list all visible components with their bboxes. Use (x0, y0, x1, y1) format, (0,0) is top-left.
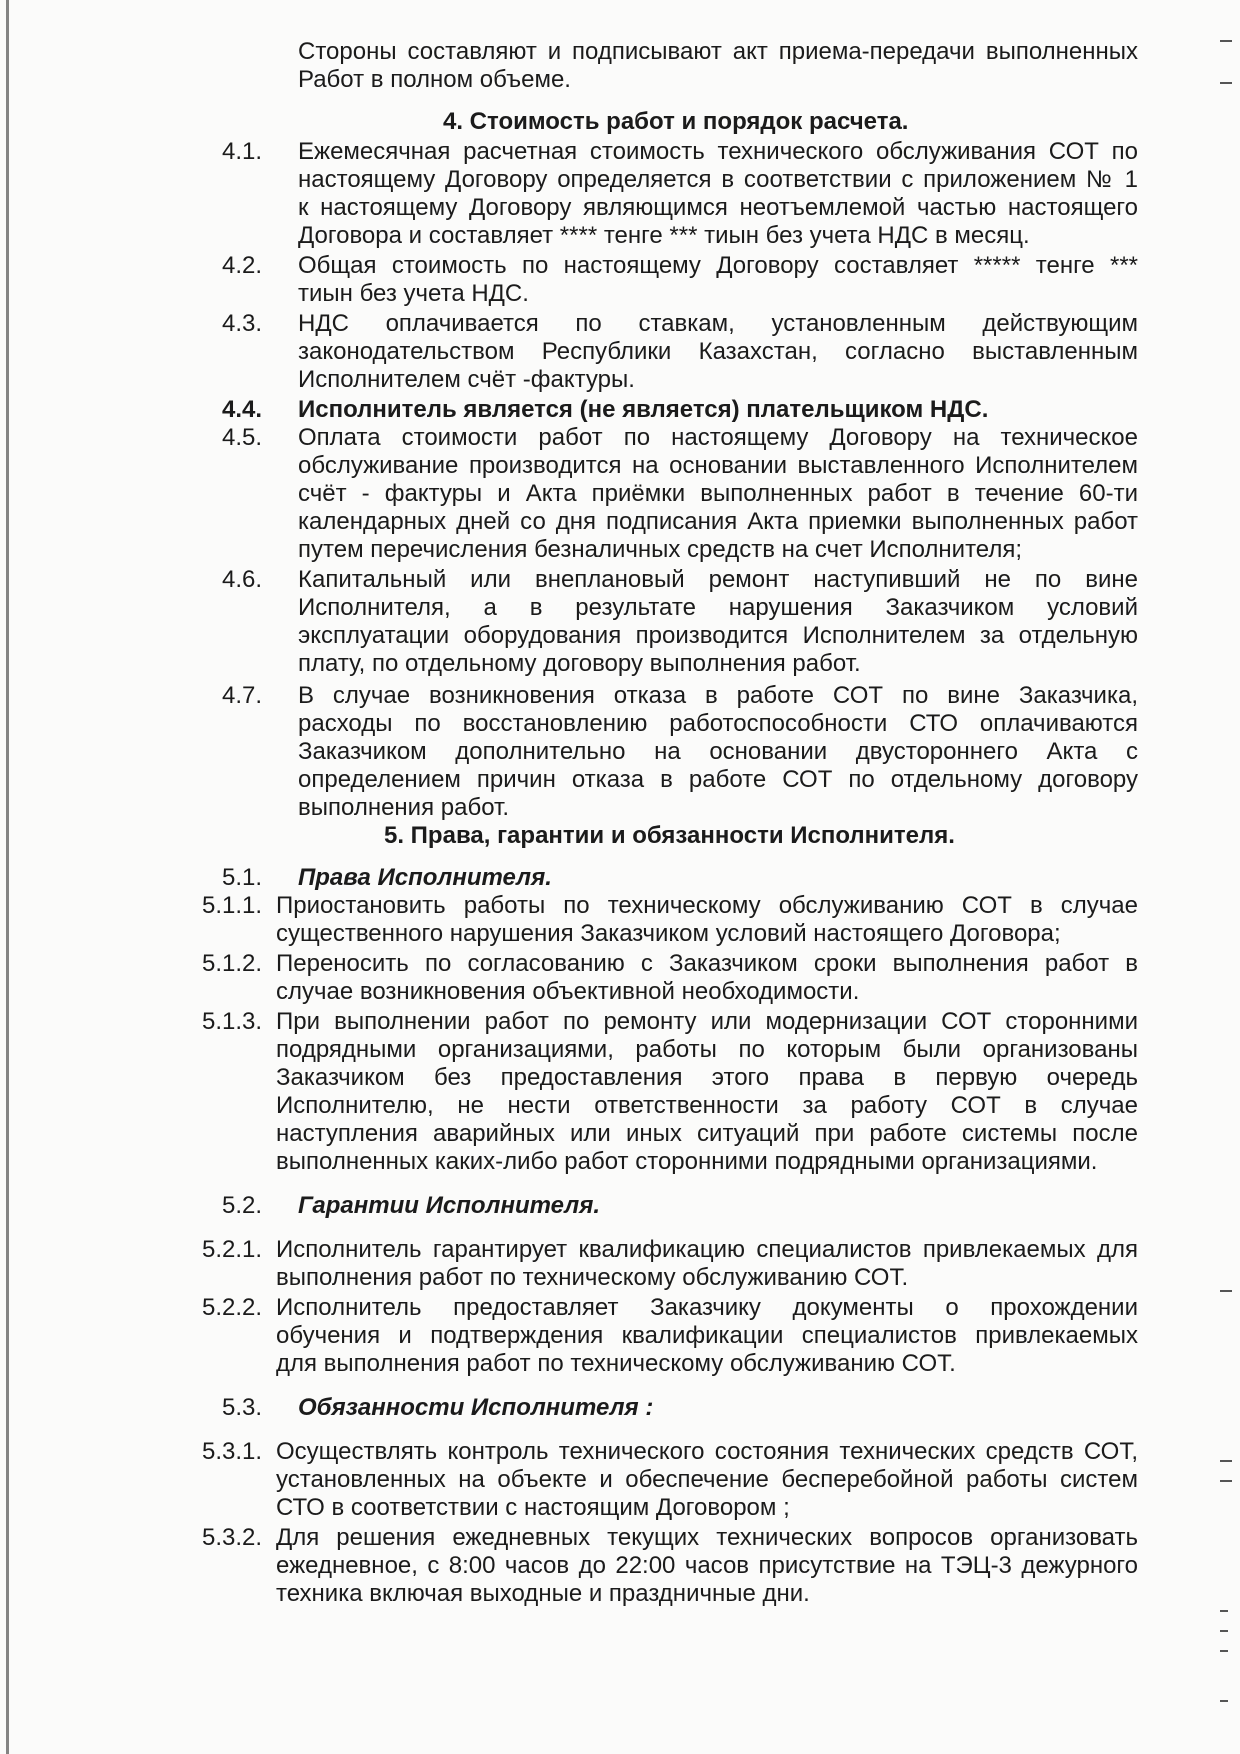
item-4-6-line: Капитальный или внеплановый ремонт наступивший не по вине (298, 566, 1138, 593)
item-5-1-3-line: наступления аварийных или иных ситуаций при работе системы после (276, 1120, 1138, 1147)
subsection-title-5-3: Обязанности Исполнителя : (298, 1394, 654, 1421)
item-4-1-line: Договора и составляет **** тенге *** тиын без учета НДС в месяц. (298, 222, 1030, 249)
item-5-1-1-line: Приостановить работы по техническому обслуживанию СОТ в случае (276, 892, 1138, 919)
item-5-2-1-line: Исполнитель гарантирует квалификацию специалистов привлекаемых для (276, 1236, 1138, 1263)
item-number-4-6: 4.6. (222, 566, 263, 593)
intro-line-2: Работ в полном объеме. (298, 66, 571, 93)
item-number-5-2-1: 5.2.1. (202, 1236, 263, 1263)
item-4-7-line: выполнения работ. (298, 794, 510, 821)
item-5-3-2-line: ежедневное, с 8:00 часов до 22:00 часов присутствие на ТЭЦ-3 дежурного (276, 1552, 1138, 1579)
scan-mark (1220, 1290, 1232, 1292)
scan-mark (1220, 1480, 1232, 1482)
item-4-7-line: В случае возникновения отказа в работе СОТ по вине Заказчика, (298, 682, 1138, 709)
item-4-5-line: путем перечисления безналичных средств на счет Исполнителя; (298, 536, 1023, 563)
item-4-6-line: плату, по отдельному договору выполнения работ. (298, 650, 861, 677)
item-4-1-line: Ежемесячная расчетная стоимость технического обслуживания СОТ по (298, 138, 1138, 165)
subsection-title-5-2: Гарантии Исполнителя. (298, 1192, 601, 1219)
item-number-4-3: 4.3. (222, 310, 263, 337)
item-5-1-3-line: Исполнителю, не нести ответственности за работу СОТ в случае (276, 1092, 1138, 1119)
item-4-5-line: обслуживание производится на основании выставленного Исполнителем (298, 452, 1138, 479)
item-5-2-1-line: выполнения работ по техническому обслуживанию СОТ. (276, 1264, 909, 1291)
item-number-5-3-2: 5.3.2. (202, 1524, 263, 1551)
item-5-3-1-line: Осуществлять контроль технического состояния технических средств СОТ, (276, 1438, 1138, 1465)
item-5-2-2-line: Исполнитель предоставляет Заказчику документы о прохождении (276, 1294, 1138, 1321)
item-number-5-3-1: 5.3.1. (202, 1438, 263, 1465)
scan-mark (1220, 82, 1232, 84)
item-4-3-line: Исполнителем счёт -фактуры. (298, 366, 635, 393)
item-number-5-1-2: 5.1.2. (202, 950, 263, 977)
scan-mark (1220, 40, 1232, 42)
item-5-1-2-line: Переносить по согласованию с Заказчиком сроки выполнения работ в (276, 950, 1138, 977)
section-4-heading: 4. Стоимость работ и порядок расчета. (443, 108, 909, 135)
item-4-3-line: НДС оплачивается по ставкам, установленным действующим (298, 310, 1138, 337)
item-5-3-1-line: установленных на объекте и обеспечение бесперебойной работы систем (276, 1466, 1138, 1493)
item-5-1-3-line: подрядными организациями, работы по которым были организованы (276, 1036, 1138, 1063)
item-number-4-1: 4.1. (222, 138, 263, 165)
item-5-2-2-line: для выполнения работ по техническому обслуживанию СОТ. (276, 1350, 956, 1377)
item-number-4-4: 4.4. (222, 396, 263, 423)
item-5-1-3-line: выполненных каких-либо работ сторонними подрядными организациями. (276, 1148, 1098, 1175)
item-number-5-2-2: 5.2.2. (202, 1294, 263, 1321)
item-number-5-1-1: 5.1.1. (202, 892, 263, 919)
item-number-5-2: 5.2. (222, 1192, 263, 1219)
item-4-7-line: расходы по восстановлению работоспособности СТО оплачиваются (298, 710, 1138, 737)
scan-mark (1220, 1610, 1228, 1612)
item-4-3-line: законодательством Республики Казахстан, согласно выставленным (298, 338, 1138, 365)
intro-line-1: Стороны составляют и подписывают акт приема-передачи выполненных (298, 38, 1138, 65)
page-left-edge (6, 0, 9, 1754)
item-4-1-line: настоящему Договору определяется в соответствии с приложением № 1 (298, 166, 1138, 193)
scan-mark (1220, 1650, 1228, 1652)
scan-mark (1220, 1630, 1228, 1632)
item-5-1-3-line: При выполнении работ по ремонту или модернизации СОТ сторонними (276, 1008, 1138, 1035)
item-5-3-2-line: техника включая выходные и праздничные дни. (276, 1580, 810, 1607)
item-5-1-1-line: существенного нарушения Заказчиком условий настоящего Договора; (276, 920, 1061, 947)
item-number-5-1-3: 5.1.3. (202, 1008, 263, 1035)
section-5-heading: 5. Права, гарантии и обязанности Исполнителя. (384, 822, 955, 849)
item-5-3-2-line: Для решения ежедневных текущих технических вопросов организовать (276, 1524, 1138, 1551)
item-4-4-line: Исполнитель является (не является) плательщиком НДС. (298, 396, 989, 423)
item-4-6-line: эксплуатации оборудования производится Исполнителем за отдельную (298, 622, 1138, 649)
item-5-2-2-line: обучения и подтверждения квалификации специалистов привлекаемых (276, 1322, 1138, 1349)
scan-mark (1220, 1460, 1232, 1462)
item-4-7-line: определением причин отказа в работе СОТ по отдельному договору (298, 766, 1138, 793)
item-4-2-line: Общая стоимость по настоящему Договору составляет ***** тенге *** (298, 252, 1138, 279)
item-number-4-7: 4.7. (222, 682, 263, 709)
item-4-7-line: Заказчиком дополнительно на основании двустороннего Акта с (298, 738, 1138, 765)
item-number-4-2: 4.2. (222, 252, 263, 279)
item-5-1-2-line: случае возникновения объективной необходимости. (276, 978, 860, 1005)
item-number-5-1: 5.1. (222, 864, 263, 891)
item-5-3-1-line: СТО в соответствии с настоящим Договором ; (276, 1494, 790, 1521)
scan-mark (1220, 1700, 1228, 1702)
item-4-5-line: счёт - фактуры и Акта приёмки выполненных работ в течение 60-ти (298, 480, 1138, 507)
item-4-5-line: календарных дней со дня подписания Акта приемки выполненных работ (298, 508, 1138, 535)
item-4-6-line: Исполнителя, а в результате нарушения Заказчиком условий (298, 594, 1138, 621)
item-4-2-line: тиын без учета НДС. (298, 280, 529, 307)
item-number-4-5: 4.5. (222, 424, 263, 451)
item-4-5-line: Оплата стоимости работ по настоящему Договору на техническое (298, 424, 1138, 451)
item-number-5-3: 5.3. (222, 1394, 263, 1421)
item-5-1-3-line: Заказчиком без предоставления этого права в первую очередь (276, 1064, 1138, 1091)
subsection-title-5-1: Права Исполнителя. (298, 864, 552, 891)
item-4-1-line: к настоящему Договору являющимся неотъемлемой частью настоящего (298, 194, 1138, 221)
